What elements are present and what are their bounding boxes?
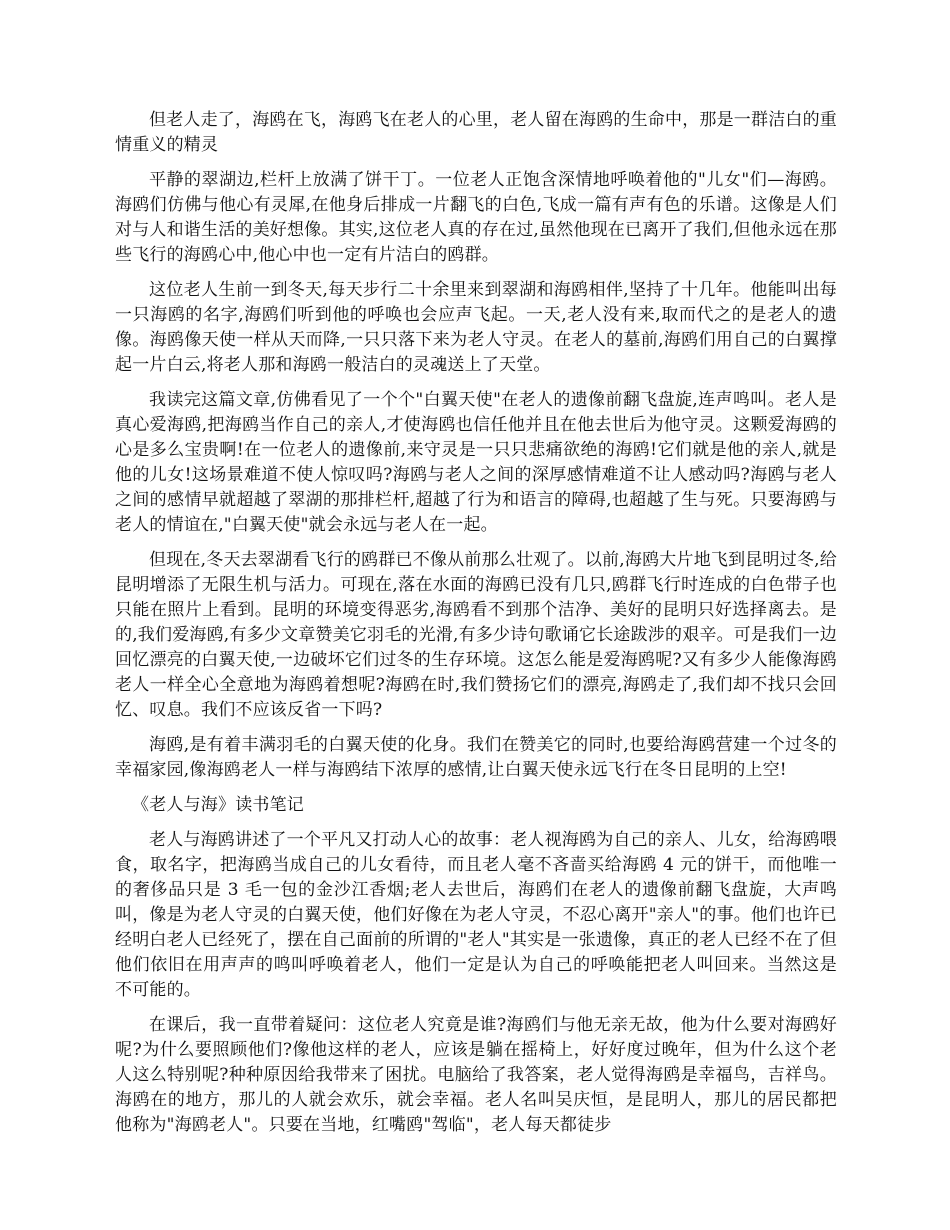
paragraph: 在课后，我一直带着疑问：这位老人究竟是谁?海鸥们与他无亲无故，他为什么要对海鸥好呢?为什么要照顾他们?像他这样的老人，应该是躺在摇椅上，好好度过晚年，但为什么这个老人这么特别呢?种种原因给我带来了困扰。电脑给了我答案，老人觉得海鸥是幸福鸟，吉祥鸟。海鸥在的地方，那儿的人就会欢乐，就会幸福。老人名叫吴庆恒，是昆明人，那儿的居民都把他称为"海鸥老人"。只要在当地，红嘴鸥"驾临"，老人每天都徒步 (115, 1015, 837, 1135)
paragraph: 这位老人生前一到冬天,每天步行二十余里来到翠湖和海鸥相伴,坚持了十几年。他能叫出每一只海鸥的名字,海鸥们听到他的呼唤也会应声飞起。一天,老人没有来,取而代之的是老人的遗像。海鸥像天使一样从天而降,一只只落下来为老人守灵。在老人的墓前,海鸥们用自己的白翼撑起一片白云,将老人那和海鸥一般洁白的灵魂送上了天堂。 (115, 280, 837, 375)
paragraph: 我读完这篇文章,仿佛看见了一个个"白翼天使"在老人的遗像前翻飞盘旋,连声鸣叫。老人是真心爱海鸥,把海鸥当作自己的亲人,才使海鸥也信任他并且在他去世后为他守灵。这颗爱海鸥的心是多么宝贵啊!在一位老人的遗像前,来守灵是一只只悲痛欲绝的海鸥!它们就是他的亲人,就是他的儿女!这场景难道不使人惊叹吗?海鸥与老人之间的深厚感情难道不让人感动吗?海鸥与老人之间的感情早就超越了翠湖的那排栏杆,超越了行为和语言的障碍,也超越了生与死。只要海鸥与老人的情谊在,"白翼天使"就会永远与老人在一起。 (115, 390, 837, 535)
paragraph: 但老人走了，海鸥在飞，海鸥飞在老人的心里，老人留在海鸥的生命中，那是一群洁白的重情重义的精灵 (115, 110, 837, 155)
paragraph: 海鸥,是有着丰满羽毛的白翼天使的化身。我们在赞美它的同时,也要给海鸥营建一个过冬的幸福家园,像海鸥老人一样与海鸥结下浓厚的感情,让白翼天使永远飞行在冬日昆明的上空! (115, 735, 837, 780)
section-heading: 《老人与海》读书笔记 (132, 795, 304, 815)
paragraph: 但现在,冬天去翠湖看飞行的鸥群已不像从前那么壮观了。以前,海鸥大片地飞到昆明过冬,给昆明增添了无限生机与活力。可现在,落在水面的海鸥已没有几只,鸥群飞行时连成的白色带子也只能在照片上看到。昆明的环境变得恶劣,海鸥看不到那个洁净、美好的昆明只好选择离去。是的,我们爱海鸥,有多少文章赞美它羽毛的光滑,有多少诗句歌诵它长途跋涉的艰辛。可是我们一边回忆漂亮的白翼天使,一边破坏它们过冬的生存环境。这怎么能是爱海鸥呢?又有多少人能像海鸥老人一样全心全意地为海鸥着想呢?海鸥在时,我们赞扬它们的漂亮,海鸥走了,我们却不找只会回忆、叹息。我们不应该反省一下吗? (115, 550, 838, 720)
document-page (115, 108, 837, 1148)
paragraph: 老人与海鸥讲述了一个平凡又打动人心的故事：老人视海鸥为自己的亲人、儿女，给海鸥喂食，取名字，把海鸥当成自己的儿女看待，而且老人毫不吝啬买给海鸥 4 元的饼干，而他唯一的奢侈品只是 3 毛一包的金沙江香烟;老人去世后，海鸥们在老人的遗像前翻飞盘旋，大声鸣叫，像是为老人守灵的白翼天使，他们好像在为老人守灵，不忍心离开"亲人"的事。他们也许已经明白老人已经死了，摆在自己面前的所谓的"老人"其实是一张遗像，真正的老人已经不在了但他们依旧在用声声的鸣叫呼唤着老人，他们一定是认为自己的呼唤能把老人叫回来。当然这是不可能的。 (115, 830, 837, 1000)
paragraph: 平静的翠湖边,栏杆上放满了饼干丁。一位老人正饱含深情地呼唤着他的"儿女"们—海鸥。海鸥们仿佛与他心有灵犀,在他身后排成一片翻飞的白色,飞成一篇有声有色的乐谱。这像是人们对与人和谐生活的美好想像。其实,这位老人真的存在过,虽然他现在已离开了我们,但他永远在那些飞行的海鸥心中,他心中也一定有片洁白的鸥群。 (115, 170, 838, 265)
